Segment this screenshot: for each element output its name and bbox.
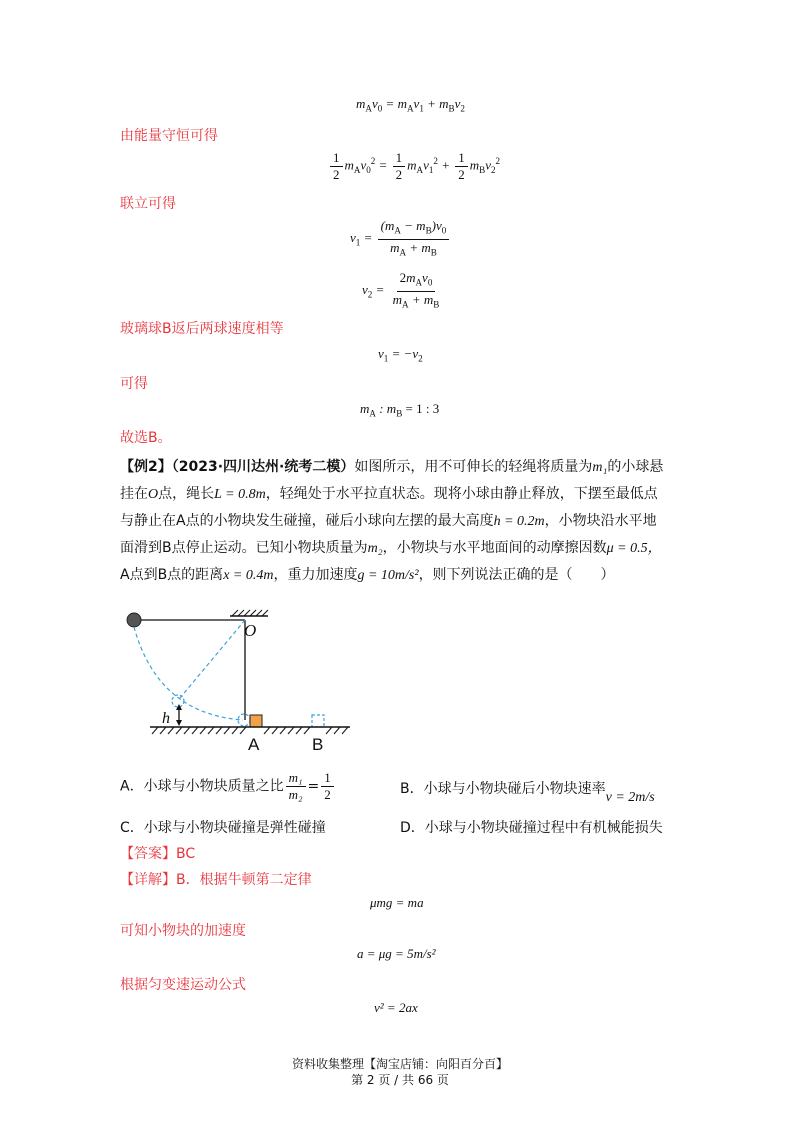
- newton-equation: μmg = ma: [370, 895, 424, 910]
- ball-lowest: [238, 714, 250, 726]
- accel-equation: a = μg = 5m/s²: [357, 946, 436, 961]
- label-energy: 由能量守恒可得: [120, 128, 218, 144]
- label-equal: 玻璃球B返后两球速度相等: [120, 321, 284, 337]
- B-label: B: [312, 735, 324, 754]
- option-A[interactable]: A．小球与小物块质量之比 $\frac{\text{m₁}}{\text{m₂}}$ = $\frac{1}{2}$: [120, 770, 336, 803]
- ceiling-hatch: [232, 610, 268, 616]
- label-motion: 根据匀变速运动公式: [120, 977, 246, 993]
- energy-equation: $\frac{1}{2}$ $m_Av_0^2$ = $\frac{1}{2}$ $m_Av_1^2$ + $\frac{1}{2}$ $m_Bv_2^2$: [328, 150, 500, 183]
- block-A: [250, 715, 262, 727]
- swing-arc: [134, 627, 243, 720]
- momentum-equation: $m_Av_0 = m_Av_1 + m_Bv_2$: [356, 96, 465, 114]
- detail-heading: 【详解】B．根据牛顿第二定律: [120, 872, 312, 888]
- option-C[interactable]: C．小球与小物块碰撞是弹性碰撞: [120, 820, 326, 836]
- choose-b: 故选B。: [120, 430, 172, 446]
- ball-max-height: [172, 695, 184, 707]
- answer: 【答案】BC: [120, 846, 196, 862]
- footer-source: 资料收集整理【淘宝店铺：向阳百分百】: [291, 1057, 508, 1071]
- label-accel: 可知小物块的加速度: [120, 923, 246, 939]
- label-get: 可得: [120, 376, 148, 392]
- ball: [127, 613, 141, 627]
- page-number: 第 2 页 / 共 66 页: [351, 1073, 449, 1087]
- v-equal-equation: $v_1 = -v_2$: [378, 346, 423, 364]
- label-combine: 联立可得: [120, 196, 176, 212]
- block-B: [312, 715, 324, 727]
- pendulum-figure: [118, 606, 358, 756]
- h-label: h: [162, 710, 170, 727]
- v2-equation: $v_2$ = $\frac{2m_Av_0}{m_A + m_B}$: [362, 270, 440, 310]
- A-label: A: [248, 735, 260, 754]
- example-source: （2023·四川达州·统考二模）: [171, 459, 355, 475]
- ground-hatch: [152, 727, 348, 734]
- option-D[interactable]: D．小球与小物块碰撞过程中有机械能损失: [400, 820, 663, 836]
- mass-ratio-equation: $m_A$ : $m_B = 1$ : 3: [360, 401, 440, 419]
- example-tag: 【例2】: [120, 459, 172, 475]
- dashed-rope: [180, 620, 245, 698]
- motion-equation: v² = 2ax: [374, 1000, 418, 1015]
- O-label: O: [244, 621, 257, 640]
- example-2-text: 【例2】（2023·四川达州·统考二模）如图所示，用不可伸长的轻绳将质量为m₁的小球悬 挂在O点，绳长L = 0.8m，轻绳处于水平拉直状态。现将小球由静止释放，下摆至最低点 与静止在A点的小物块发生碰撞，碰后小球向左摆的最大高度h = 0.2m，小物块沿水平地 面滑到B点停止运动。已知小物块质量为m₂，小物块与水平地面间的动摩擦因数μ = 0.5， A点到B点的距离x = 0.4m，重力加速度g = 10m/s²，则下列说法正确的是（ ）: [120, 459, 664, 583]
- option-B[interactable]: B．小球与小物块碰后小物块速率v = 2m/s: [400, 781, 655, 805]
- v1-equation: $v_1$ = $\frac{(m_A - m_B)v_0}{m_A + m_B}$: [350, 218, 451, 260]
